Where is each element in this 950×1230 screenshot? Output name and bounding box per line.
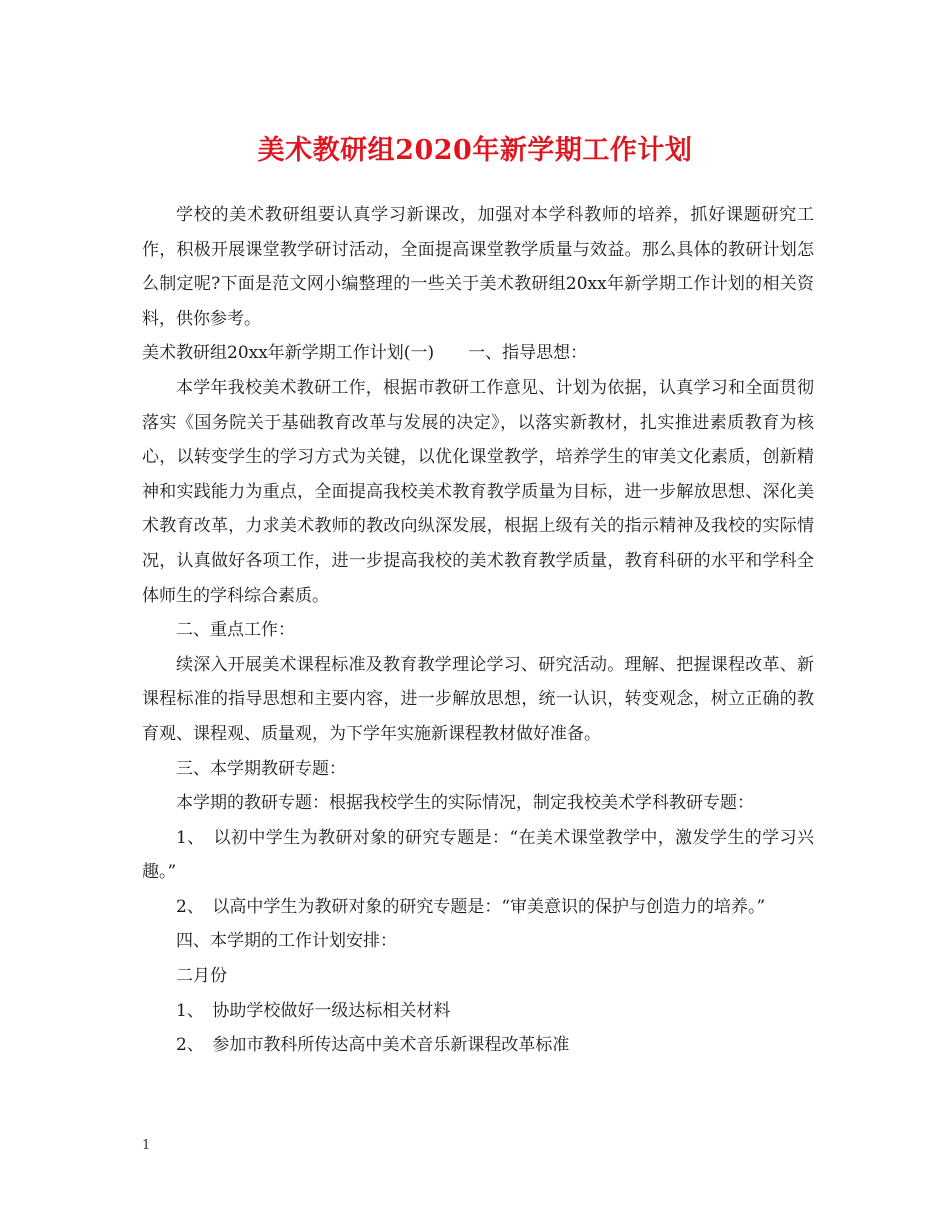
key-work-heading: 二、重点工作：: [176, 620, 295, 641]
schedule-heading: 四、本学期的工作计划安排：: [176, 931, 397, 952]
topic-item-1: 1、 以初中学生为教研对象的研究专题是：“在美术课堂教学中，激发学生的学习兴趣。”: [142, 827, 814, 883]
research-topic-heading: 三、本学期教研专题：: [176, 758, 346, 779]
plan-subtitle-heading: 美术教研组20xx年新学期工作计划(一) 一、指导思想：: [142, 343, 588, 364]
month-label: 二月份: [176, 966, 227, 987]
schedule-item-1: 1、 协助学校做好一级达标相关材料: [176, 1000, 451, 1021]
guiding-thought-paragraph: 本学年我校美术教研工作，根据市教研工作意见、计划为依据，认真学习和全面贯彻落实《国务院关于基础教育改革与发展的决定》，以落实新教材，扎实推进素质教育为核心，以转变学生的学习方式为关键，以优化课堂教学，培养学生的审美文化素质，创新精神和实践能力为重点，全面提高我校美术教育教学质量为目标，进一步解放思想、深化美术教育改革，力求美术教师的教改向纵深发展，根据上级有关的指示精神及我校的实际情况，认真做好各项工作，进一步提高我校的美术教育教学质量，教育科研的水平和学科全体师生的学科综合素质。: [142, 377, 814, 606]
document-title: 美术教研组2020年新学期工作计划: [257, 135, 693, 166]
document-body: [142, 198, 814, 1063]
intro-paragraph: 学校的美术教研组要认真学习新课改，加强对本学科教师的培养，抓好课题研究工作，积极开展课堂教学研讨活动，全面提高课堂教学质量与效益。那么具体的教研计划怎么制定呢?下面是范文网小编整理的一些关于美术教研组20xx年新学期工作计划的相关资料，供你参考。: [142, 205, 814, 329]
schedule-item-2: 2、 参加市教科所传达高中美术音乐新课程改革标准: [176, 1035, 570, 1056]
research-topic-paragraph: 本学期的教研专题：根据我校学生的实际情况，制定我校美术学科教研专题：: [176, 793, 754, 814]
key-work-paragraph: 续深入开展美术课程标准及教育教学理论学习、研究活动。理解、把握课程改革、新课程标准的指导思想和主要内容，进一步解放思想，统一认识，转变观念，树立正确的教育观、课程观、质量观，为下学年实施新课程教材做好准备。: [142, 654, 814, 744]
topic-item-2: 2、 以高中学生为教研对象的研究专题是：“审美意识的保护与创造力的培养。”: [176, 896, 766, 917]
page-number: 1: [142, 1138, 151, 1153]
